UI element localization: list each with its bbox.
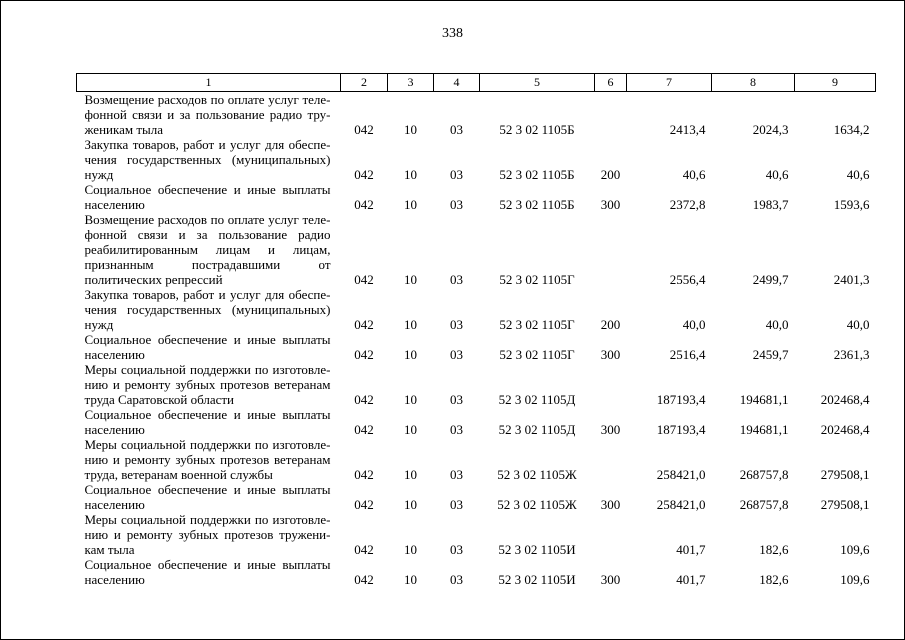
cell-amount-year1: 2413,4 <box>669 122 706 137</box>
cell-amount-year3: 2361,3 <box>833 347 870 362</box>
cell-amount-year2: 2024,3 <box>752 122 789 137</box>
table-row <box>77 512 876 557</box>
cell-description: Закупка товаров, работ и услуг для обеспечения государственных (муниципальных) нужд <box>84 137 331 182</box>
cell-description: Закупка товаров, работ и услуг для обеспечения государственных (муниципальных) нужд <box>84 287 331 332</box>
cell-amount-year2: 2459,7 <box>752 347 789 362</box>
cell-code-podrazdel: 03 <box>450 542 463 557</box>
cell-code-grbs: 042 <box>354 167 374 182</box>
cell-description: Социальное обеспечение и иные выплаты населению <box>84 182 331 212</box>
cell-description: Меры социальной поддержки по изготовлению и ремонту зубных протезов труженикам тыла <box>84 512 331 557</box>
column-header-1: 1 <box>77 74 341 92</box>
cell-amount-year1: 401,7 <box>676 572 706 587</box>
table-row <box>77 362 876 407</box>
cell-description: Социальное обеспечение и иные выплаты населению <box>84 407 331 437</box>
cell-code-target-article: 52 3 02 1105И <box>498 572 576 587</box>
cell-description: Социальное обеспечение и иные выплаты населению <box>84 557 331 587</box>
column-header-7: 7 <box>627 74 712 92</box>
cell-amount-year3: 109,6 <box>840 542 870 557</box>
cell-code-target-article: 52 3 02 1105Б <box>499 197 575 212</box>
cell-code-razdel: 10 <box>404 272 417 287</box>
budget-table <box>76 73 876 587</box>
table-row <box>77 137 876 182</box>
cell-code-target-article: 52 3 02 1105И <box>498 542 576 557</box>
cell-code-podrazdel: 03 <box>450 197 463 212</box>
cell-amount-year1: 187193,4 <box>656 392 706 407</box>
cell-amount-year2: 182,6 <box>759 542 789 557</box>
cell-code-target-article: 52 3 02 1105Г <box>499 317 575 332</box>
cell-code-razdel: 10 <box>404 572 417 587</box>
column-header-2: 2 <box>341 74 388 92</box>
cell-description: Социальное обеспечение и иные выплаты населению <box>84 482 331 512</box>
cell-description: Меры социальной поддержки по изготовлению и ремонту зубных протезов ветеранам труда Саратовской области <box>84 362 331 407</box>
cell-code-podrazdel: 03 <box>450 572 463 587</box>
cell-code-grbs: 042 <box>354 197 374 212</box>
cell-amount-year1: 187193,4 <box>656 422 706 437</box>
cell-code-grbs: 042 <box>354 497 374 512</box>
cell-code-grbs: 042 <box>354 317 374 332</box>
cell-code-target-article: 52 3 02 1105Д <box>498 422 576 437</box>
cell-amount-year3: 109,6 <box>840 572 870 587</box>
cell-code-vid-rashodov: 300 <box>600 197 621 212</box>
table-row <box>77 482 876 512</box>
cell-amount-year1: 2516,4 <box>669 347 706 362</box>
table-header-row <box>77 74 876 92</box>
cell-amount-year3: 40,6 <box>846 167 870 182</box>
cell-amount-year3: 1593,6 <box>833 197 870 212</box>
cell-amount-year2: 40,0 <box>765 317 789 332</box>
cell-code-grbs: 042 <box>354 422 374 437</box>
cell-code-razdel: 10 <box>404 347 417 362</box>
cell-amount-year3: 2401,3 <box>833 272 870 287</box>
cell-code-razdel: 10 <box>404 122 417 137</box>
table-row <box>77 407 876 437</box>
cell-code-vid-rashodov: 300 <box>600 347 621 362</box>
cell-code-podrazdel: 03 <box>450 422 463 437</box>
cell-code-grbs: 042 <box>354 122 374 137</box>
cell-code-podrazdel: 03 <box>450 317 463 332</box>
cell-code-grbs: 042 <box>354 572 374 587</box>
table-row <box>77 332 876 362</box>
cell-amount-year3: 279508,1 <box>820 497 870 512</box>
cell-code-grbs: 042 <box>354 347 374 362</box>
cell-code-vid-rashodov <box>595 512 627 557</box>
cell-code-vid-rashodov: 200 <box>600 167 621 182</box>
cell-description: Возмещение расходов по оплате услуг телефонной связи и за пользование радио реабилитированным лицам и лицам, признанным пострадавшими от политических репрессий <box>84 212 331 287</box>
cell-amount-year1: 258421,0 <box>656 497 706 512</box>
cell-amount-year3: 202468,4 <box>820 392 870 407</box>
cell-code-vid-rashodov: 300 <box>600 572 621 587</box>
table-body <box>77 92 876 588</box>
cell-amount-year1: 2372,8 <box>669 197 706 212</box>
cell-code-razdel: 10 <box>404 197 417 212</box>
cell-code-podrazdel: 03 <box>450 497 463 512</box>
cell-code-podrazdel: 03 <box>450 347 463 362</box>
table-row <box>77 287 876 332</box>
cell-code-vid-rashodov <box>595 362 627 407</box>
cell-code-grbs: 042 <box>354 272 374 287</box>
cell-amount-year1: 40,6 <box>682 167 706 182</box>
cell-amount-year2: 268757,8 <box>739 497 789 512</box>
cell-code-razdel: 10 <box>404 422 417 437</box>
cell-code-grbs: 042 <box>354 392 374 407</box>
cell-code-grbs: 042 <box>354 467 374 482</box>
cell-code-target-article: 52 3 02 1105Д <box>498 392 576 407</box>
cell-amount-year1: 258421,0 <box>656 467 706 482</box>
cell-code-vid-rashodov <box>595 437 627 482</box>
cell-code-vid-rashodov <box>595 212 627 287</box>
table-row <box>77 212 876 287</box>
cell-code-target-article: 52 3 02 1105Г <box>499 272 575 287</box>
page-number: 338 <box>442 26 463 41</box>
cell-amount-year2: 40,6 <box>765 167 789 182</box>
cell-code-podrazdel: 03 <box>450 272 463 287</box>
cell-code-vid-rashodov: 200 <box>600 317 621 332</box>
cell-code-target-article: 52 3 02 1105Г <box>499 347 575 362</box>
cell-amount-year2: 1983,7 <box>752 197 789 212</box>
table-header <box>77 74 876 92</box>
column-header-5: 5 <box>480 74 595 92</box>
cell-code-grbs: 042 <box>354 542 374 557</box>
table-row <box>77 557 876 587</box>
cell-code-podrazdel: 03 <box>450 122 463 137</box>
cell-amount-year2: 182,6 <box>759 572 789 587</box>
cell-code-vid-rashodov: 300 <box>600 497 621 512</box>
cell-amount-year3: 279508,1 <box>820 467 870 482</box>
cell-code-target-article: 52 3 02 1105Ж <box>497 497 577 512</box>
cell-amount-year3: 202468,4 <box>820 422 870 437</box>
cell-code-vid-rashodov: 300 <box>600 422 621 437</box>
table-row <box>77 92 876 138</box>
cell-code-target-article: 52 3 02 1105Б <box>499 122 575 137</box>
cell-description: Социальное обеспечение и иные выплаты населению <box>84 332 331 362</box>
cell-amount-year2: 194681,1 <box>739 422 789 437</box>
table-row <box>77 182 876 212</box>
cell-code-target-article: 52 3 02 1105Ж <box>497 467 577 482</box>
cell-description: Возмещение расходов по оплате услуг телефонной связи и за пользование радио труженикам тыла <box>84 92 331 137</box>
cell-description: Меры социальной поддержки по изготовлению и ремонту зубных протезов ветеранам труда, ветеранам военной службы <box>84 437 331 482</box>
cell-code-razdel: 10 <box>404 392 417 407</box>
cell-code-razdel: 10 <box>404 317 417 332</box>
cell-amount-year3: 40,0 <box>846 317 870 332</box>
cell-code-vid-rashodov <box>595 92 627 138</box>
cell-amount-year2: 268757,8 <box>739 467 789 482</box>
cell-amount-year3: 1634,2 <box>833 122 870 137</box>
cell-code-podrazdel: 03 <box>450 167 463 182</box>
column-header-6: 6 <box>595 74 627 92</box>
cell-code-razdel: 10 <box>404 167 417 182</box>
cell-code-podrazdel: 03 <box>450 467 463 482</box>
table-row <box>77 437 876 482</box>
cell-amount-year2: 2499,7 <box>752 272 789 287</box>
cell-amount-year1: 2556,4 <box>669 272 706 287</box>
cell-amount-year2: 194681,1 <box>739 392 789 407</box>
column-header-4: 4 <box>434 74 480 92</box>
cell-code-podrazdel: 03 <box>450 392 463 407</box>
column-header-8: 8 <box>712 74 795 92</box>
cell-amount-year1: 401,7 <box>676 542 706 557</box>
cell-code-razdel: 10 <box>404 542 417 557</box>
cell-code-razdel: 10 <box>404 497 417 512</box>
cell-code-target-article: 52 3 02 1105Б <box>499 167 575 182</box>
cell-amount-year1: 40,0 <box>682 317 706 332</box>
cell-code-razdel: 10 <box>404 467 417 482</box>
column-header-3: 3 <box>388 74 434 92</box>
column-header-9: 9 <box>795 74 876 92</box>
